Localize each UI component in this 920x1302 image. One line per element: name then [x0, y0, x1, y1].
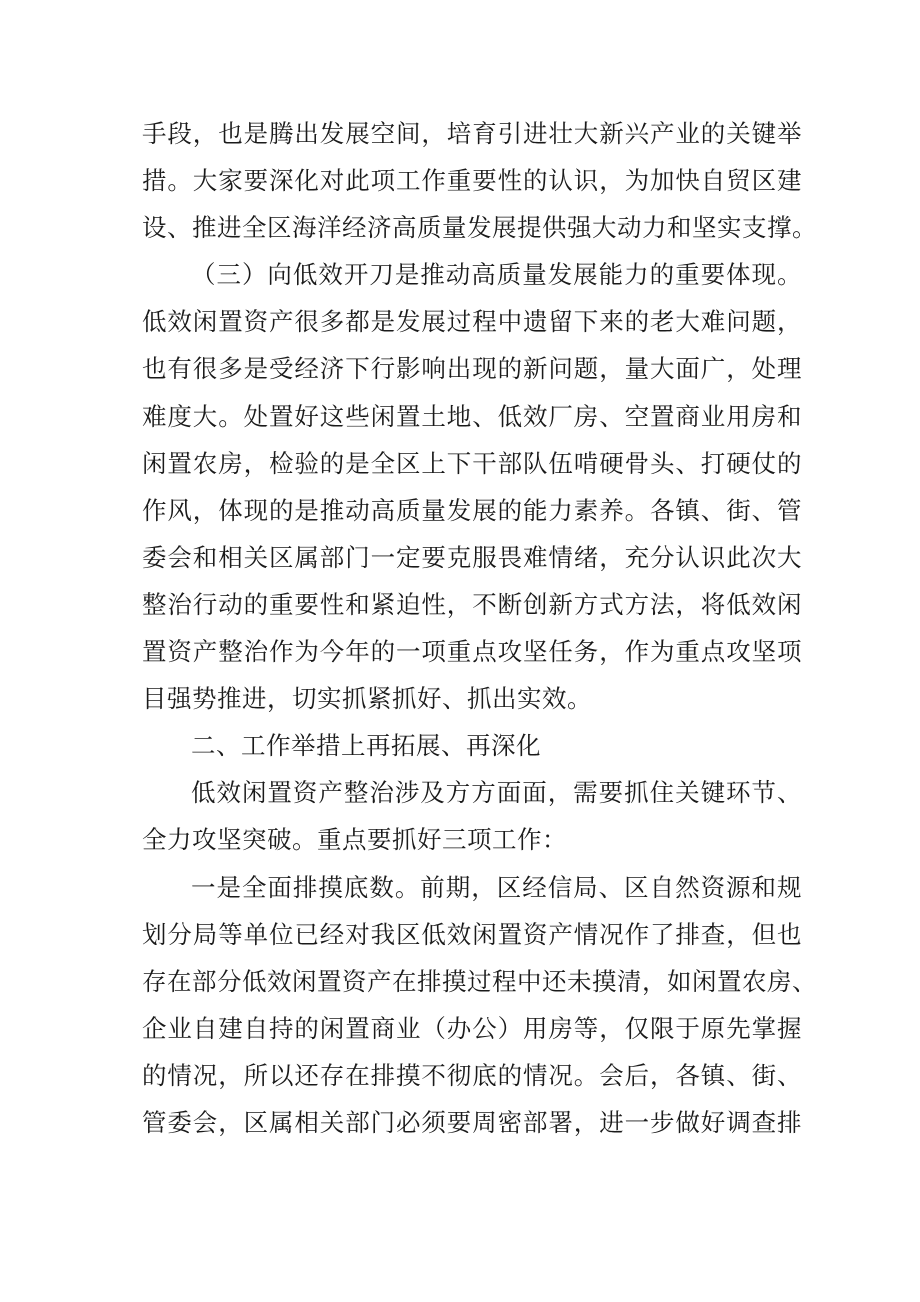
text-line: 企业自建自持的闲置商业（办公）用房等，仅限于原先掌握	[142, 1013, 802, 1043]
text-line: 设、推进全区海洋经济高质量发展提供强大动力和坚实支撑。	[142, 213, 817, 243]
text-line: （三）向低效开刀是推动高质量发展能力的重要体现。	[191, 260, 802, 290]
text-line: 划分局等单位已经对我区低效闲置资产情况作了排查，但也	[142, 919, 802, 949]
text-line: 置资产整治作为今年的一项重点攻坚任务，作为重点攻坚项	[142, 637, 802, 667]
text-line: 全力攻坚突破。重点要抓好三项工作：	[142, 825, 567, 855]
text-line: 闲置农房，检验的是全区上下干部队伍啃硬骨头、打硬仗的	[142, 448, 802, 478]
text-line: 低效闲置资产整治涉及方方面面，需要抓住关键环节、	[191, 778, 802, 808]
text-line: 管委会，区属相关部门必须要周密部署，进一步做好调查排	[142, 1107, 802, 1137]
section-heading: 二、工作举措上再拓展、再深化	[191, 731, 541, 761]
text-line: 一是全面排摸底数。前期，区经信局、区自然资源和规	[191, 872, 802, 902]
text-line: 的情况，所以还存在排摸不彻底的情况。会后，各镇、街、	[142, 1060, 802, 1090]
text-line: 整治行动的重要性和紧迫性，不断创新方式方法，将低效闲	[142, 589, 802, 619]
text-line: 委会和相关区属部门一定要克服畏难情绪，充分认识此次大	[142, 542, 802, 572]
text-line: 存在部分低效闲置资产在排摸过程中还未摸清，如闲置农房、	[142, 966, 817, 996]
text-line: 也有很多是受经济下行影响出现的新问题，量大面广，处理	[142, 354, 802, 384]
text-line: 低效闲置资产很多都是发展过程中遗留下来的老大难问题，	[142, 307, 802, 337]
text-line: 作风，体现的是推动高质量发展的能力素养。各镇、街、管	[142, 495, 802, 525]
text-line: 措。大家要深化对此项工作重要性的认识，为加快自贸区建	[142, 166, 802, 196]
text-line: 目强势推进，切实抓紧抓好、抓出实效。	[142, 684, 592, 714]
text-line: 手段，也是腾出发展空间，培育引进壮大新兴产业的关键举	[142, 119, 802, 148]
document-body	[142, 110, 817, 1146]
text-line: 难度大。处置好这些闲置土地、低效厂房、空置商业用房和	[142, 401, 802, 431]
